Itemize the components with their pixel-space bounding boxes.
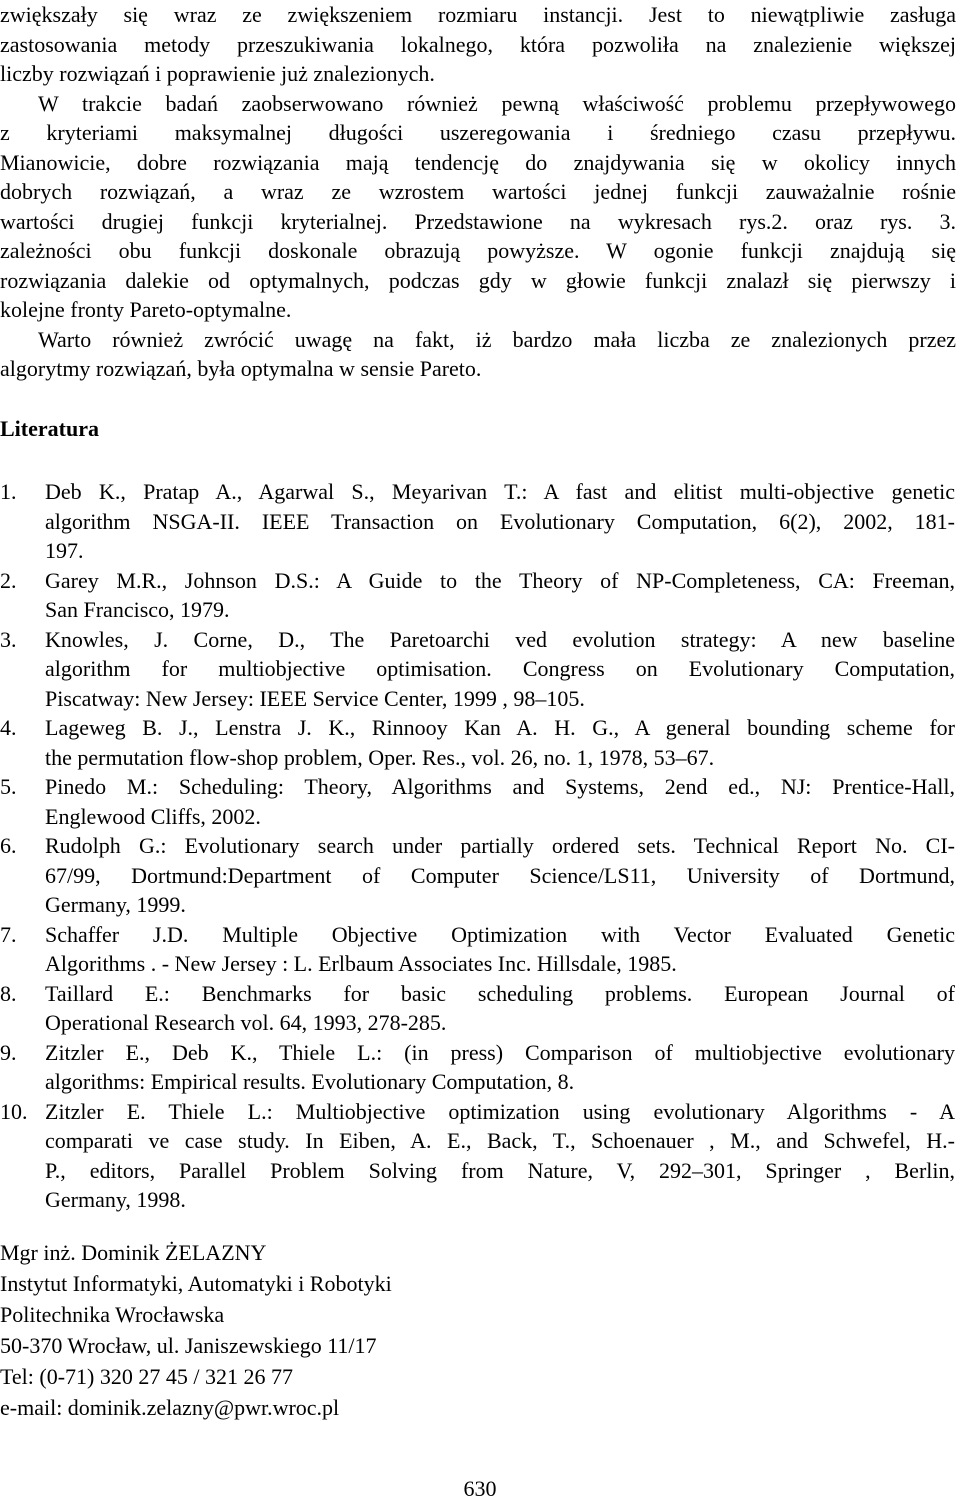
reference-item	[0, 979, 956, 1038]
reference-line: Zitzler E., Deb K., Thiele L.: (in press) Comparison of multiobjective evolutionary	[45, 1039, 955, 1065]
reference-number: 1.	[0, 479, 17, 504]
body-line: algorytmy rozwiązań, była optymalna w sensie Pareto.	[0, 356, 482, 381]
body-line: zależności obu funkcji doskonale obrazują powyższe. W ogonie funkcji znajdują się	[0, 238, 956, 263]
body-line: liczby rozwiązań i poprawienie już znalezionych.	[0, 61, 435, 86]
reference-line: Zitzler E. Thiele L.: Multiobjective optimization using evolutionary Algorithms - A	[45, 1098, 955, 1124]
body-line: kolejne fronty Pareto-optymalne.	[0, 297, 292, 322]
page-number: 630	[463, 1476, 497, 1501]
body-line: Mianowicie, dobre rozwiązania mają tendencję do znajdywania się w okolicy innych	[0, 149, 956, 175]
reference-item	[0, 1038, 956, 1097]
reference-line: Deb K., Pratap A., Agarwal S., Meyarivan T.: A fast and elitist multi-objective genetic	[45, 479, 955, 504]
reference-line: San Francisco, 1979.	[45, 597, 230, 622]
reference-number: 9.	[0, 1039, 17, 1065]
reference-item	[0, 566, 956, 625]
reference-line: algorithm NSGA-II. IEEE Transaction on Evolutionary Computation, 6(2), 2002, 181-	[45, 508, 955, 534]
author-info	[0, 1237, 392, 1423]
reference-item	[0, 920, 956, 979]
reference-line: algorithms: Empirical results. Evolutionary Computation, 8.	[45, 1069, 575, 1094]
body-text	[0, 0, 956, 384]
reference-item	[0, 477, 956, 566]
body-line: z kryteriami maksymalnej długości uszeregowania i średniego czasu przepływu.	[0, 120, 956, 145]
reference-item	[0, 625, 956, 714]
reference-line: comparati ve case study. In Eiben, A. E., Back, T., Schoenauer , M., and Schwefel, H.-	[45, 1128, 955, 1153]
author-email: e-mail: dominik.zelazny@pwr.wroc.pl	[0, 1395, 340, 1420]
reference-line: Germany, 1999.	[45, 892, 186, 917]
author-university: Politechnika Wrocławska	[0, 1302, 225, 1327]
reference-line: P., editors, Parallel Problem Solving from Nature, V, 292–301, Springer , Berlin,	[45, 1157, 955, 1183]
reference-line: Germany, 1998.	[45, 1187, 186, 1212]
reference-number: 10.	[0, 1098, 28, 1124]
reference-item	[0, 831, 956, 920]
reference-list	[0, 477, 956, 1215]
body-line: dobrych rozwiązań, a wraz ze wzrostem wartości jednej funkcji zauważalnie rośnie	[0, 179, 956, 204]
reference-item	[0, 772, 956, 831]
reference-line: Algorithms . - New Jersey : L. Erlbaum Associates Inc. Hillsdale, 1985.	[45, 951, 677, 976]
reference-line: 197.	[45, 538, 84, 563]
author-address: 50-370 Wrocław, ul. Janiszewskiego 11/17	[0, 1333, 377, 1358]
author-institute: Instytut Informatyki, Automatyki i Robotyki	[0, 1271, 392, 1296]
author-phone: Tel: (0-71) 320 27 45 / 321 26 77	[0, 1364, 293, 1389]
reference-line: algorithm for multiobjective optimisation. Congress on Evolutionary Computation,	[45, 656, 955, 681]
reference-line: the permutation flow-shop problem, Oper. Res., vol. 26, no. 1, 1978, 53–67.	[45, 744, 715, 770]
reference-line: Garey M.R., Johnson D.S.: A Guide to the Theory of NP-Completeness, CA: Freeman,	[45, 567, 955, 593]
reference-item	[0, 713, 956, 772]
reference-line: Operational Research vol. 64, 1993, 278-285.	[45, 1010, 447, 1035]
reference-line: Taillard E.: Benchmarks for basic scheduling problems. European Journal of	[45, 980, 955, 1006]
reference-line: Schaffer J.D. Multiple Objective Optimization with Vector Evaluated Genetic	[45, 921, 955, 947]
body-line: Warto również zwrócić uwagę na fakt, iż bardzo mała liczba ze znalezionych przez	[38, 326, 956, 352]
body-line: zwiększały się wraz ze zwiększeniem rozmiaru instancji. Jest to niewątpliwie zasługa	[0, 2, 956, 27]
body-line: wartości drugiej funkcji kryterialnej. Przedstawione na wykresach rys.2. oraz rys. 3.	[0, 208, 956, 234]
reference-line: Knowles, J. Corne, D., The Paretoarchi ved evolution strategy: A new baseline	[45, 626, 955, 652]
reference-number: 2.	[0, 567, 17, 593]
reference-item	[0, 1097, 956, 1215]
reference-line: Piscatway: New Jersey: IEEE Service Center, 1999 , 98–105.	[45, 685, 585, 711]
reference-number: 3.	[0, 626, 17, 652]
author-name: Mgr inż. Dominik ŻELAZNY	[0, 1240, 267, 1265]
reference-line: Rudolph G.: Evolutionary search under partially ordered sets. Technical Report No. CI-	[45, 833, 955, 858]
reference-line: Englewood Cliffs, 2002.	[45, 803, 261, 829]
reference-number: 6.	[0, 833, 17, 858]
section-heading-literature: Literatura	[0, 416, 99, 441]
body-line: rozwiązania dalekie od optymalnych, podczas gdy w głowie funkcji znalazł się pierwszy i	[0, 267, 956, 293]
body-line: W trakcie badań zaobserwowano również pewną właściwość problemu przepływowego	[38, 90, 956, 116]
reference-number: 4.	[0, 715, 17, 740]
body-line: zastosowania metody przeszukiwania lokalnego, która pozwoliła na znalezienie większej	[0, 31, 956, 57]
reference-line: Lageweg B. J., Lenstra J. K., Rinnooy Kan A. H. G., A general bounding scheme for	[45, 715, 955, 740]
reference-number: 8.	[0, 980, 17, 1006]
reference-number: 7.	[0, 921, 17, 947]
reference-line: Pinedo M.: Scheduling: Theory, Algorithms and Systems, 2end ed., NJ: Prentice-Hall,	[45, 774, 955, 799]
reference-number: 5.	[0, 774, 17, 799]
reference-line: 67/99, Dortmund:Department of Computer Science/LS11, University of Dortmund,	[45, 862, 955, 888]
